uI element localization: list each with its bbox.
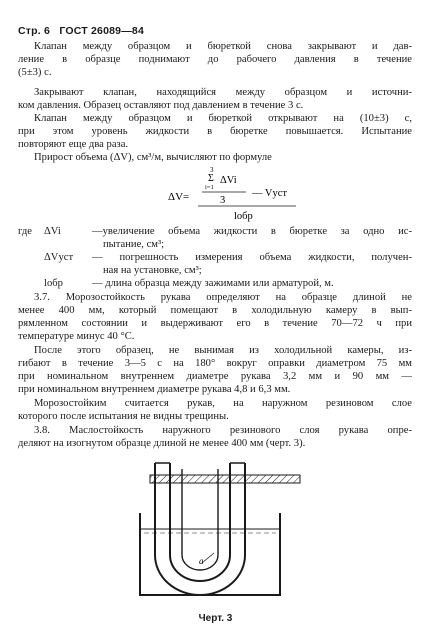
sum-lower-limit: i=1	[205, 184, 214, 191]
oil-container	[140, 513, 280, 595]
text-line: Клапан между образцом и бюреткой снова закрывают и дав-	[34, 41, 412, 52]
text-line: 3.7. Морозостойкость рукава определяют на образце длиной не	[34, 292, 412, 303]
standard-number: ГОСТ 26089—84	[59, 25, 144, 37]
text-line: гибают в течение 3—5 с на 180° вокруг оправки диаметром 75 мм	[18, 358, 412, 369]
text-line: при этом уровень жидкости в бюретке повышается. Испытание	[18, 126, 412, 137]
label-a: а	[199, 556, 204, 566]
text-line: менее 400 мм, который помещают в холодильную камеру в вып-	[18, 305, 412, 316]
definition-text: —увеличение объема жидкости в бюретке за одно ис-	[92, 226, 412, 237]
text-line: температуре минус 40 °С.	[18, 331, 135, 342]
dimension-line-a	[202, 553, 214, 563]
definition-text: — длина образца между зажимами или арматурой, м.	[92, 278, 334, 289]
sum-term: ΔVi	[220, 175, 237, 186]
definition-text: — погрешность измерения объема жидкости, получен-	[92, 252, 412, 263]
text-line: Закрывают клапан, находящийся между образцом и источни-	[34, 87, 412, 98]
definition-symbol: ΔVуст	[44, 252, 74, 263]
text-line: Прирост объема (ΔV), см³/м, вычисляют по формуле	[34, 152, 272, 163]
definition-text: ная на установке, см³;	[103, 265, 202, 276]
text-line: рямленном состоянии и выдерживают его в течение 70—72 ч при	[18, 318, 412, 329]
text-line: После этого образец, не вынимая из холодильной камеры, из-	[34, 345, 412, 356]
text-line: при номинальном внутреннем диаметре рукава 3,2 мм и 90 мм —	[18, 371, 412, 382]
text-line: которого после испытания не видны трещины.	[18, 411, 229, 422]
page-header	[18, 25, 144, 37]
formula	[168, 162, 338, 222]
definition-text: пытание, см³;	[103, 239, 165, 250]
sum-upper-limit: 3	[210, 166, 214, 174]
definition-symbol: lобр	[44, 278, 63, 289]
text-line: ком давления. Образец оставляют под давлением в течение 3 с.	[18, 100, 304, 111]
figure-caption: Черт. 3	[198, 613, 233, 624]
text-line: Морозостойким считается рукав, на наружном резиновом слое	[34, 398, 412, 409]
sum-sign: Σ	[208, 173, 214, 184]
mandrel	[182, 469, 218, 570]
text-line: повторяют еще два раза.	[18, 139, 129, 150]
outer-denominator: lобр	[234, 211, 253, 222]
page-number: Стр. 6	[18, 25, 51, 37]
text-line: при номинальном внутреннем диаметре рукава 4,8 и 6,3 мм.	[18, 384, 291, 395]
definition-intro: где	[18, 226, 32, 237]
definition-symbol: ΔVi	[44, 226, 61, 237]
text-line: (5±3) с.	[18, 67, 52, 78]
text-line: ление в образце поднимают до рабочего давления в течение	[18, 54, 412, 65]
text-line: деляют на изогнутом образце длиной не менее 400 мм (черт. 3).	[18, 438, 306, 449]
text-line: 3.8. Маслостойкость наружного резинового слоя рукава опре-	[34, 425, 412, 436]
formula-lhs: ΔV=	[168, 191, 190, 203]
text-line: Клапан между образцом и бюреткой открывают на (10±3) с,	[34, 113, 412, 124]
support-bar	[150, 475, 300, 483]
inner-denominator: 3	[220, 195, 226, 206]
minus-term: — Vуст	[252, 188, 288, 199]
figure-3-drawing	[130, 455, 310, 607]
